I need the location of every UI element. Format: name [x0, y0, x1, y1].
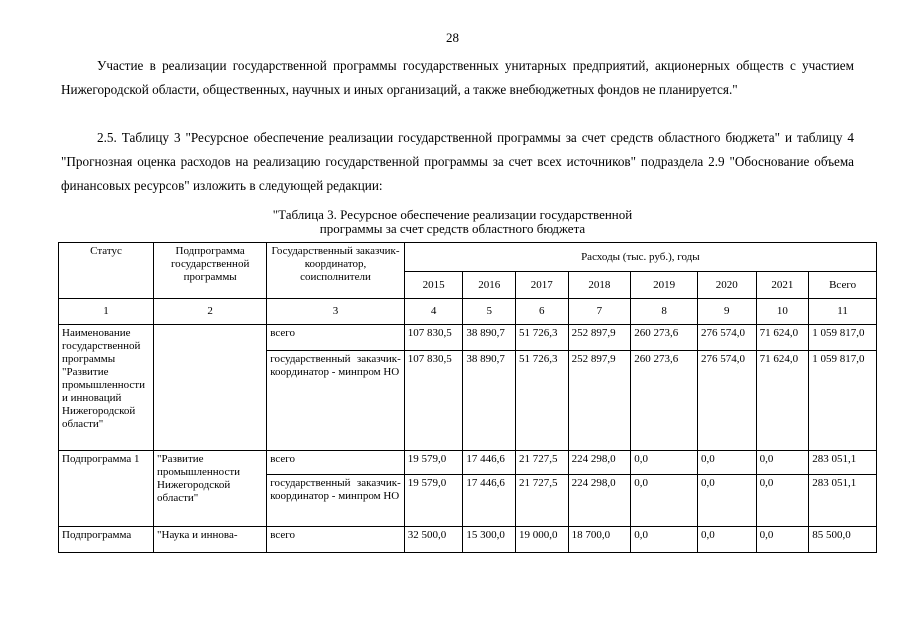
value-cell: 252 897,9 — [568, 351, 631, 451]
value-cell: 224 298,0 — [568, 475, 631, 527]
table-caption-line-1: "Таблица 3. Ресурсное обеспечение реализации государственной — [272, 207, 633, 222]
subprogram-cell: "Развитие промышленности Нижегородской области" — [154, 451, 267, 527]
value-cell: 15 300,0 — [463, 527, 516, 553]
value-cell: 276 574,0 — [697, 351, 756, 451]
column-number: 10 — [756, 299, 809, 325]
header-year: 2018 — [568, 272, 631, 299]
column-number: 1 — [59, 299, 154, 325]
header-executor: Государственный заказчик-координатор, соисполнители — [267, 243, 405, 299]
subprogram-cell — [154, 325, 267, 451]
status-cell: Подпрограмма — [59, 527, 154, 553]
value-cell: 276 574,0 — [697, 325, 756, 351]
value-cell: 38 890,7 — [463, 351, 516, 451]
value-cell: 51 726,3 — [515, 351, 568, 451]
value-cell: 19 579,0 — [404, 451, 463, 475]
value-cell: 0,0 — [631, 475, 698, 527]
table-row — [59, 451, 877, 475]
executor-cell: всего — [267, 527, 405, 553]
column-number: 6 — [515, 299, 568, 325]
column-number: 8 — [631, 299, 698, 325]
value-cell: 17 446,6 — [463, 451, 516, 475]
value-cell: 260 273,6 — [631, 351, 698, 451]
header-expenses: Расходы (тыс. руб.), годы — [404, 243, 876, 272]
value-cell: 0,0 — [631, 451, 698, 475]
header-status: Статус — [59, 243, 154, 299]
total-cell: 1 059 817,0 — [809, 351, 877, 451]
value-cell: 19 000,0 — [515, 527, 568, 553]
value-cell: 38 890,7 — [463, 325, 516, 351]
column-number: 2 — [154, 299, 267, 325]
header-total: Всего — [809, 272, 877, 299]
table-caption — [0, 208, 905, 236]
executor-cell: всего — [267, 451, 405, 475]
table-row — [59, 325, 877, 351]
value-cell: 71 624,0 — [756, 325, 809, 351]
subprogram-cell: "Наука и иннова- — [154, 527, 267, 553]
value-cell: 0,0 — [697, 475, 756, 527]
total-cell: 283 051,1 — [809, 475, 877, 527]
header-year: 2021 — [756, 272, 809, 299]
value-cell: 51 726,3 — [515, 325, 568, 351]
value-cell: 107 830,5 — [404, 325, 463, 351]
total-cell: 283 051,1 — [809, 451, 877, 475]
value-cell: 0,0 — [756, 527, 809, 553]
value-cell: 0,0 — [697, 527, 756, 553]
table-row — [59, 527, 877, 553]
executor-cell: государственный заказчик-координатор - минпром НО — [267, 475, 405, 527]
value-cell: 21 727,5 — [515, 451, 568, 475]
value-cell: 21 727,5 — [515, 475, 568, 527]
status-cell: Подпрограмма 1 — [59, 451, 154, 527]
header-year: 2017 — [515, 272, 568, 299]
column-numbers-row — [59, 299, 877, 325]
value-cell: 260 273,6 — [631, 325, 698, 351]
value-cell: 224 298,0 — [568, 451, 631, 475]
executor-cell: государственный заказчик-координатор - минпром НО — [267, 351, 405, 451]
executor-cell: всего — [267, 325, 405, 351]
header-subprogram: Подпрограмма государственной программы — [154, 243, 267, 299]
column-number: 3 — [267, 299, 405, 325]
header-year: 2016 — [463, 272, 516, 299]
paragraph-amendment: 2.5. Таблицу 3 "Ресурсное обеспечение реализации государственной программы за счет средств областного бюджета" и таблицу 4 "Прогнозная оценка расходов на реализацию государственной программы за счет всех источников" подраздела 2.9 "Обоснование объема финансовых ресурсов" изложить в следующей редакции: — [61, 130, 854, 193]
value-cell: 71 624,0 — [756, 351, 809, 451]
value-cell: 32 500,0 — [404, 527, 463, 553]
value-cell: 107 830,5 — [404, 351, 463, 451]
total-cell: 1 059 817,0 — [809, 325, 877, 351]
column-number: 11 — [809, 299, 877, 325]
column-number: 4 — [404, 299, 463, 325]
column-number: 5 — [463, 299, 516, 325]
value-cell: 0,0 — [697, 451, 756, 475]
value-cell: 19 579,0 — [404, 475, 463, 527]
paragraph-participation: Участие в реализации государственной программы государственных унитарных предприятий, акционерных обществ с участием Нижегородской области, общественных, научных и иных организаций, а также внебюджетных фондов не планируется." — [61, 58, 854, 97]
header-year: 2015 — [404, 272, 463, 299]
value-cell: 0,0 — [756, 475, 809, 527]
status-cell: Наименование государственной программы "Развитие промышленности и инноваций Нижегородской области" — [59, 325, 154, 451]
table-caption-line-2: программы за счет средств областного бюджета — [319, 221, 586, 236]
value-cell: 0,0 — [756, 451, 809, 475]
value-cell: 17 446,6 — [463, 475, 516, 527]
total-cell: 85 500,0 — [809, 527, 877, 553]
value-cell: 0,0 — [631, 527, 698, 553]
header-year: 2019 — [631, 272, 698, 299]
value-cell: 252 897,9 — [568, 325, 631, 351]
column-number: 7 — [568, 299, 631, 325]
page-number: 28 — [446, 30, 459, 45]
column-number: 9 — [697, 299, 756, 325]
header-year: 2020 — [697, 272, 756, 299]
resource-table — [58, 242, 877, 553]
value-cell: 18 700,0 — [568, 527, 631, 553]
